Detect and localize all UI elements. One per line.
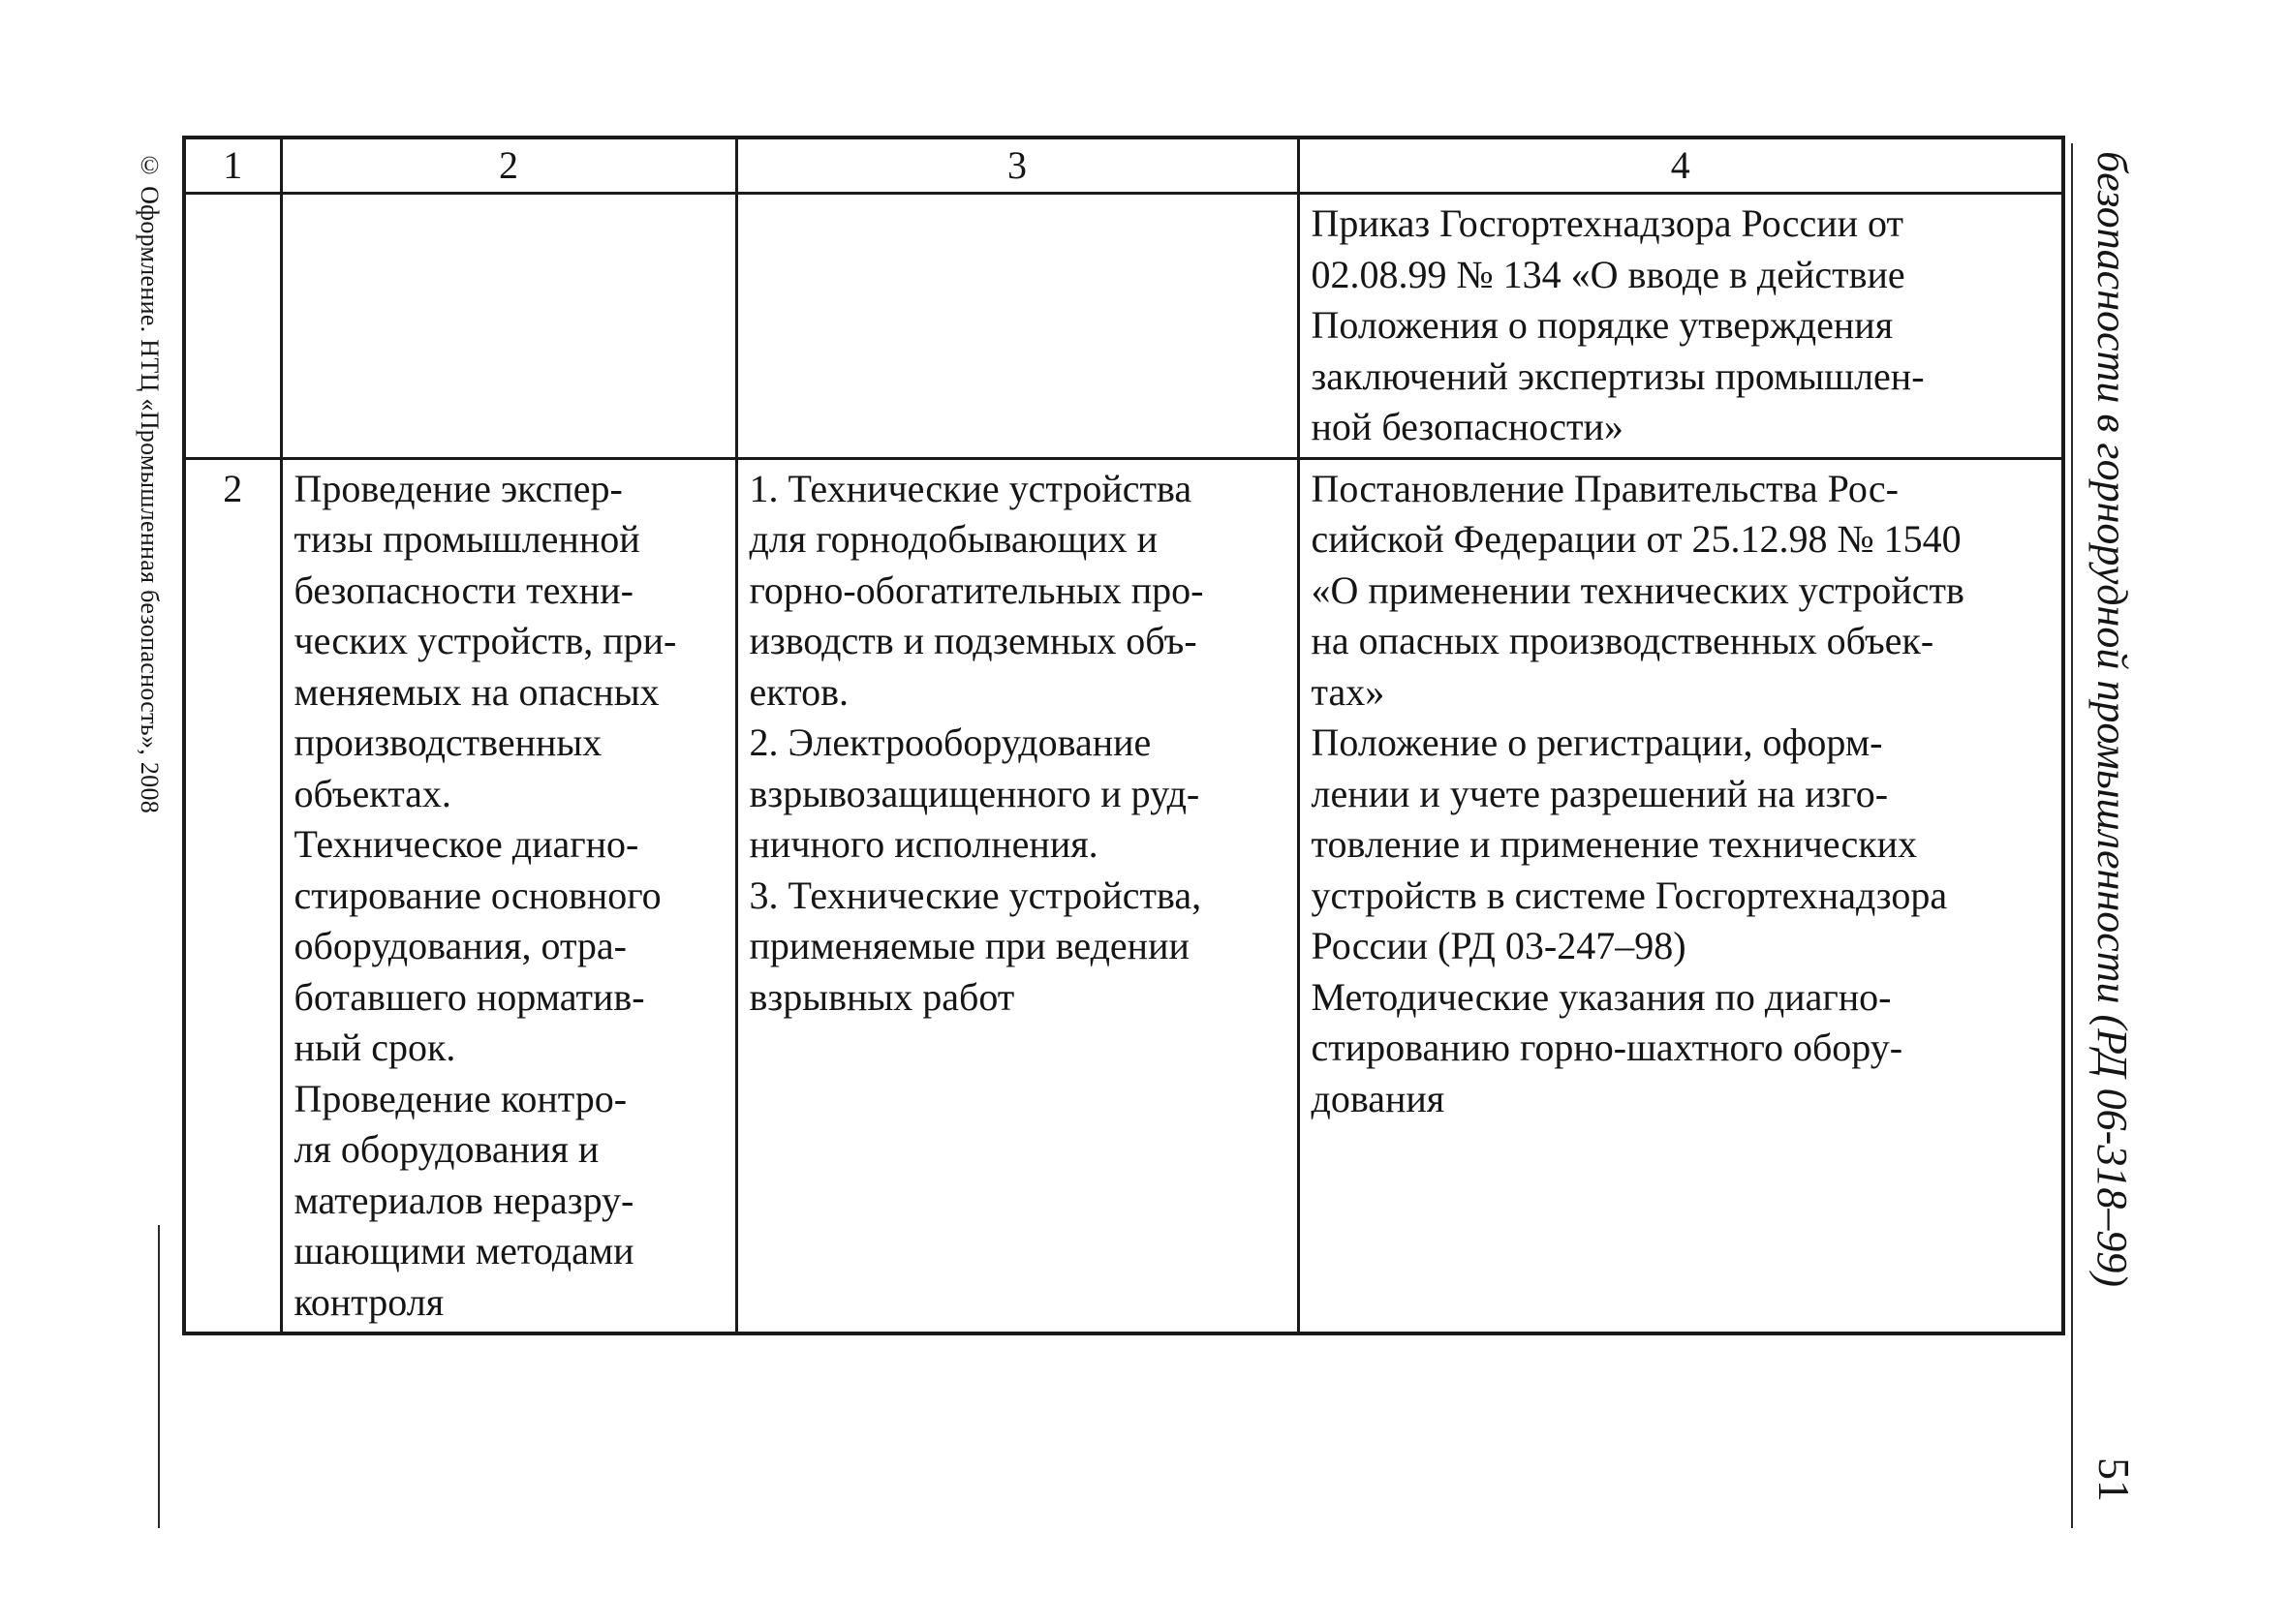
regulations-cell <box>1298 458 2063 1333</box>
row-number-cell <box>184 194 281 459</box>
devices-text: 1. Технические устройства для горнодобывающих и горно-обогатительных про- изводств и подземных объ- ектов. 2. Электрооборудование взрывозащищенного и руд- ничного исполнения. 3. Технические устройства, применяемые при ведении взрывных работ <box>749 466 1204 1019</box>
activity-cell <box>281 458 736 1333</box>
header-cell-1: 1 <box>184 138 281 194</box>
regulations-table <box>182 136 2065 1335</box>
copyright-line: © Оформление. НТЦ «Промышленная безопасность», 2008 <box>136 151 164 814</box>
activity-cell <box>281 194 736 459</box>
regulations-text: Постановление Правительства Рос- сийской Федерации от 25.12.98 № 1540 «О применении технических устройств на опасных производственных объек- тах» Положение о регистрации, оформ- лении и учете разрешений на изго- товление и применение технических устройств в системе Госгортехнадзора России (РД 03-247–98) Методические указания по диагно- стированию горно-шахтного обору- дования <box>1311 466 1964 1120</box>
table-header-row <box>184 138 2063 194</box>
page-number: 51 <box>2089 1457 2139 1502</box>
devices-cell <box>736 194 1298 459</box>
table-row <box>184 458 2063 1333</box>
devices-cell <box>736 458 1298 1333</box>
regulations-text: Приказ Госгортехнадзора России от 02.08.99 № 134 «О вводе в действие Положения о порядке утверждения заключений экспертизы промышлен- ной безопасности» <box>1311 201 1925 448</box>
header-cell-2: 2 <box>281 138 736 194</box>
row-number-cell: 2 <box>184 458 281 1333</box>
activity-text: Проведение экспер- тизы промышленной безопасности техни- ческих устройств, при- меняемых на опасных производственных объектах. Техническое диагно- стирование основного оборудования, отра- ботавшего норматив- ный срок. Проведение контро- ля оборудования и материалов неразру- шающими методами контроля <box>294 466 677 1324</box>
header-cell-3: 3 <box>736 138 1298 194</box>
table-row <box>184 194 2063 459</box>
running-title: безопасности в горнорудной промышленности (РД 06-318–99) <box>2088 151 2136 1287</box>
regulations-cell <box>1298 194 2063 459</box>
right-margin-rule <box>2071 143 2073 1528</box>
header-cell-4: 4 <box>1298 138 2063 194</box>
left-margin-rule <box>158 1225 160 1528</box>
